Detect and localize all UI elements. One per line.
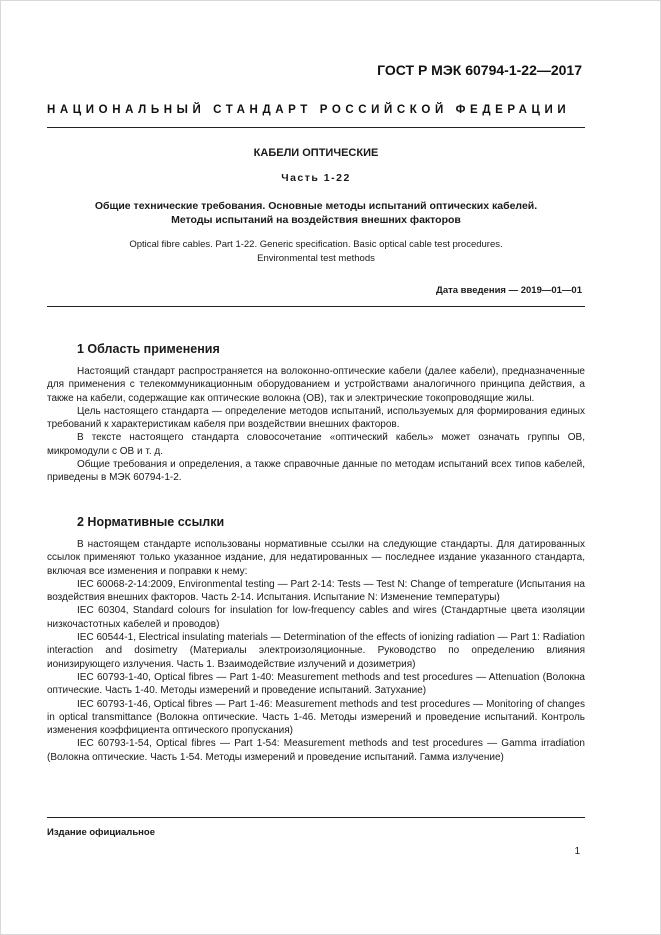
national-standard-heading: НАЦИОНАЛЬНЫЙ СТАНДАРТ РОССИЙСКОЙ ФЕДЕРАЦИИ	[47, 104, 571, 116]
reference-item: IEC 60544-1, Electrical insulating materials — Determination of the effects of ionizing radiation — Part 1: Radiation interaction and dosimetry (Материалы электроизоляционные. Руководство по определению влияния ионизирующего излучения. Часть 1. Взаимодействие излучений и дозиметрия)	[47, 632, 585, 670]
reference-item: IEC 60304, Standard colours for insulation for low-frequency cables and wires (Стандартные цвета изоляции низкочастотных кабелей и проводов)	[47, 605, 585, 630]
document-code: ГОСТ Р МЭК 60794-1-22—2017	[377, 62, 582, 78]
introduction-date: Дата введения — 2019—01—01	[436, 285, 582, 296]
page-number: 1	[574, 846, 580, 857]
bottom-divider	[47, 817, 585, 818]
english-title-line: Optical fibre cables. Part 1-22. Generic specification. Basic optical cable test procedures.	[129, 239, 503, 250]
top-divider	[47, 127, 585, 128]
paragraph: Настоящий стандарт распространяется на волоконно-оптические кабели (далее кабели), предназначенные для применения с телекоммуникационным оборудованием и устройствами аналогичного принципа действия, а также на кабели, содержащие как оптические волокна (ОВ), так и электрические токопроводящие жилы.	[47, 366, 585, 404]
middle-divider	[47, 306, 585, 307]
section-body-scope	[47, 365, 585, 485]
official-edition-label: Издание официальное	[47, 827, 155, 838]
document-subtitle	[47, 199, 585, 227]
paragraph: В тексте настоящего стандарта словосочетание «оптический кабель» может означать группы ОВ, микромодули с ОВ и т. д.	[47, 432, 585, 457]
reference-item: IEC 60793-1-54, Optical fibres — Part 1-54: Measurement methods and test procedures — Gamma irradiation (Волокна оптические. Часть 1-54. Методы измерений и проведение испытаний. Гамма излучение)	[47, 738, 585, 763]
paragraph: В настоящем стандарте использованы нормативные ссылки на следующие стандарты. Для датированных ссылок применяют только указанное издание, для недатированных — последнее издание указанного стандарта, включая все изменения и поправки к нему:	[47, 539, 585, 577]
reference-item: IEC 60793-1-40, Optical fibres — Part 1-40: Measurement methods and test procedures — Attenuation (Волокна оптические. Часть 1-40. Методы измерений и проведение испытаний. Затухание)	[47, 671, 585, 697]
section-heading-normative-references: 2 Нормативные ссылки	[77, 515, 225, 529]
section-body-normative-references	[47, 538, 585, 764]
reference-item: IEC 60793-1-46, Optical fibres — Part 1-46: Measurement methods and test procedures — Monitoring of changes in optical transmittance (Волокна оптические. Часть 1-46. Методы измерений и проведение испытаний. Контроль изменения коэффициента оптического пропускания)	[47, 698, 585, 737]
subtitle-line: Методы испытаний на воздействия внешних факторов	[171, 214, 461, 226]
paragraph: Цель настоящего стандарта — определение методов испытаний, используемых для формирования единых требований к характеристикам кабеля при воздействии внешних факторов.	[47, 405, 585, 431]
english-title-line: Environmental test methods	[257, 252, 375, 264]
section-heading-scope: 1 Область применения	[77, 342, 220, 356]
document-title: КАБЕЛИ ОПТИЧЕСКИЕ	[253, 147, 379, 159]
subtitle-line: Общие технические требования. Основные методы испытаний оптических кабелей.	[94, 200, 538, 212]
document-part: Часть 1-22	[281, 172, 351, 184]
english-title	[47, 238, 585, 265]
paragraph: Общие требования и определения, а также справочные данные по методам испытаний всех типов кабелей, приведены в МЭК 60794-1-2.	[47, 459, 585, 484]
reference-item: IEC 60068-2-14:2009, Environmental testing — Part 2-14: Tests — Test N: Change of temperature (Испытания на воздействия внешних факторов. Часть 2-14. Испытания. Испытание N: Изменение температуры)	[47, 578, 585, 604]
